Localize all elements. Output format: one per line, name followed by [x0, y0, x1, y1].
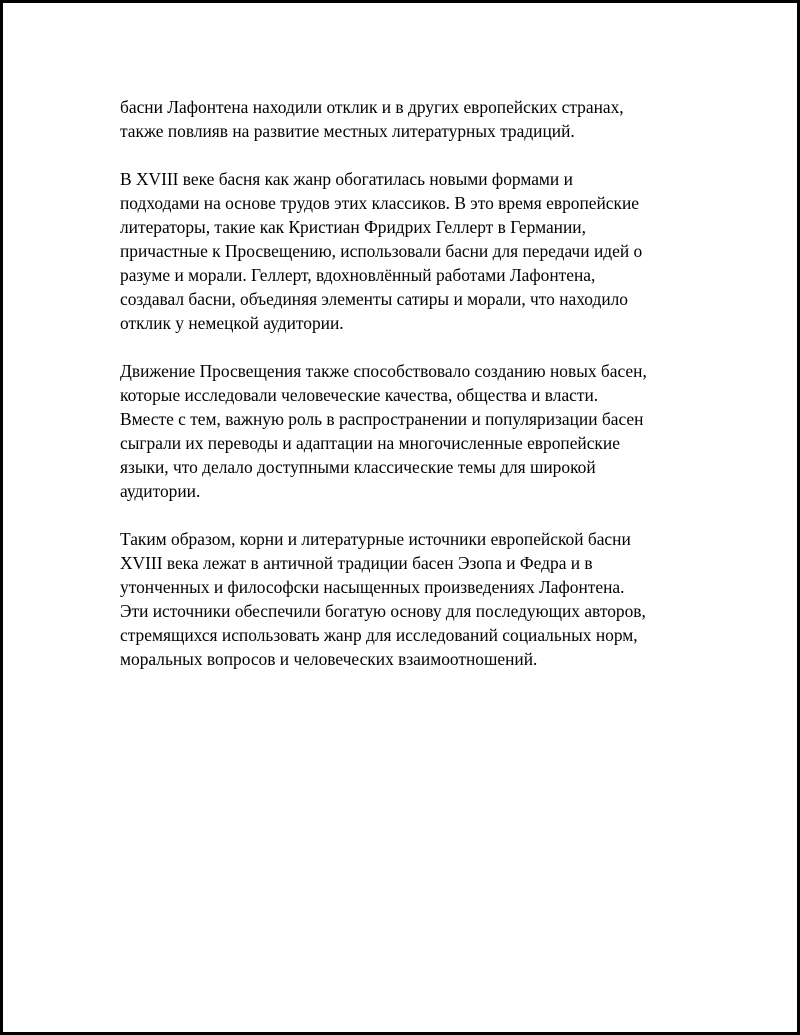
text-line: аудитории. [120, 481, 201, 501]
text-line: В XVIII веке басня как жанр обогатилась новыми формами и [120, 169, 573, 189]
text-line: отклик у немецкой аудитории. [120, 313, 344, 333]
paragraph-1 [120, 95, 705, 143]
paragraph-2 [120, 167, 705, 335]
text-line: создавал басни, объединяя элементы сатиры и морали, что находило [120, 289, 628, 309]
text-line: XVIII века лежат в античной традиции басен Эзопа и Федра и в [120, 553, 593, 573]
text-line: Эти источники обеспечили богатую основу для последующих авторов, [120, 601, 646, 621]
text-line: Таким образом, корни и литературные источники европейской басни [120, 529, 631, 549]
text-line: также повлияв на развитие местных литературных традиций. [120, 121, 575, 141]
text-line: языки, что делало доступными классические темы для широкой [120, 457, 596, 477]
text-line: подходами на основе трудов этих классиков. В это время европейские [120, 193, 639, 213]
text-line: сыграли их переводы и адаптации на многочисленные европейские [120, 433, 620, 453]
text-line: Вместе с тем, важную роль в распространении и популяризации басен [120, 409, 644, 429]
text-line: басни Лафонтена находили отклик и в других европейских странах, [120, 97, 624, 117]
text-line: Движение Просвещения также способствовало созданию новых басен, [120, 361, 647, 381]
text-line: стремящихся использовать жанр для исследований социальных норм, [120, 625, 638, 645]
text-line: литераторы, такие как Кристиан Фридрих Геллерт в Германии, [120, 217, 586, 237]
paragraph-3 [120, 359, 705, 503]
text-line: разуме и морали. Геллерт, вдохновлённый работами Лафонтена, [120, 265, 596, 285]
text-line: причастные к Просвещению, использовали басни для передачи идей о [120, 241, 643, 261]
text-line: моральных вопросов и человеческих взаимоотношений. [120, 649, 538, 669]
text-line: которые исследовали человеческие качества, общества и власти. [120, 385, 599, 405]
document-body [120, 95, 705, 695]
paragraph-4 [120, 527, 705, 671]
text-line: утонченных и философски насыщенных произведениях Лафонтена. [120, 577, 625, 597]
